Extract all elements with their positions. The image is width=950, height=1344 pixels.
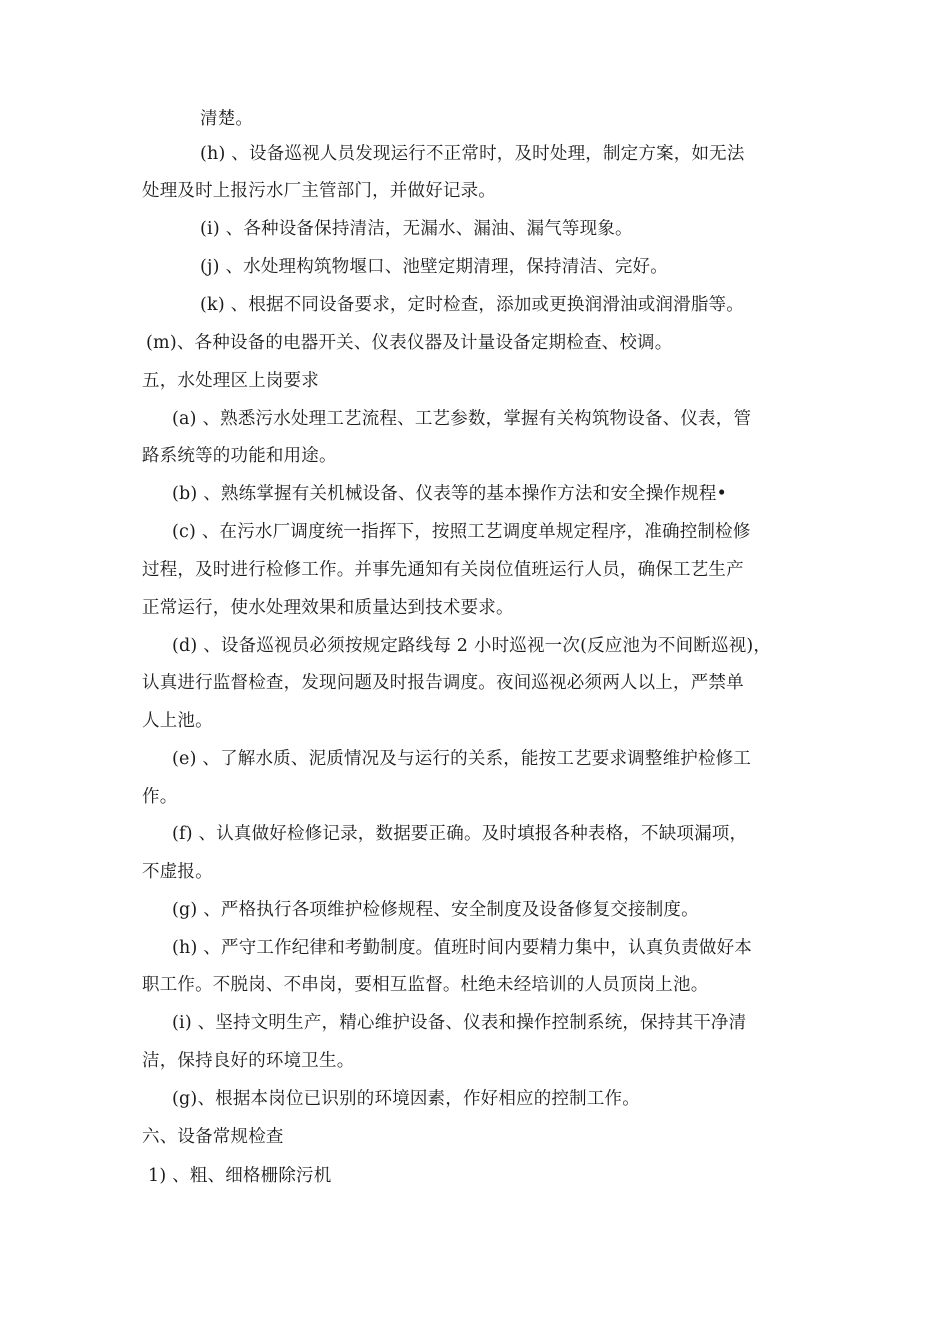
text-line: (g) 、严格执行各项维护检修规程、安全制度及设备修复交接制度。 (172, 900, 699, 920)
text-line: (h) 、严守工作纪律和考勤制度。值班时间内要精力集中，认真负责做好本 (172, 938, 752, 958)
text-line: 洁，保持良好的环境卫生。 (142, 1051, 355, 1071)
text-line: 清楚。 (200, 109, 254, 129)
text-line: (k) 、根据不同设备要求，定时检查，添加或更换润滑油或润滑脂等。 (200, 295, 744, 315)
text-line: (c) 、在污水厂调度统一指挥下，按照工艺调度单规定程序，准确控制检修 (172, 522, 751, 542)
text-line: (d) 、设备巡视员必须按规定路线每 2 小时巡视一次(反应池为不间断巡视)， (172, 636, 772, 656)
text-line: 职工作。不脱岗、不串岗，要相互监督。杜绝未经培训的人员顶岗上池。 (142, 975, 709, 995)
text-line: 正常运行，使水处理效果和质量达到技术要求。 (142, 598, 514, 618)
text-line: 人上池。 (142, 711, 213, 731)
text-line: (e) 、了解水质、泥质情况及与运行的关系，能按工艺要求调整维护检修工 (172, 749, 752, 769)
text-line: (f) 、认真做好检修记录，数据要正确。及时填报各种表格，不缺项漏项， (172, 824, 748, 844)
text-line: (b) 、熟练掌握有关机械设备、仪表等的基本操作方法和安全操作规程• (172, 484, 728, 504)
text-line: 不虚报。 (142, 862, 213, 882)
text-line: 作。 (142, 787, 178, 807)
section-heading: 五，水处理区上岗要求 (142, 371, 319, 391)
text-line: (a) 、熟悉污水处理工艺流程、工艺参数，掌握有关构筑物设备、仪表，管 (172, 409, 752, 429)
text-line: 过程，及时进行检修工作。并事先通知有关岗位值班运行人员，确保工艺生产 (142, 560, 744, 580)
text-line: 处理及时上报污水厂主管部门，并做好记录。 (142, 181, 496, 201)
text-line: (i) 、坚持文明生产，精心维护设备、仪表和操作控制系统，保持其干净清 (172, 1013, 747, 1033)
text-line: (m)、各种设备的电器开关、仪表仪器及计量设备定期检查、校调。 (146, 333, 673, 353)
text-line: (i) 、各种设备保持清洁，无漏水、漏油、漏气等现象。 (200, 219, 633, 239)
section-heading: 六、设备常规检查 (142, 1127, 284, 1147)
text-line: 路系统等的功能和用途。 (142, 446, 337, 466)
subsection-heading: 1) 、粗、细格栅除污机 (148, 1166, 332, 1186)
text-line: 认真进行监督检查，发现问题及时报告调度。夜间巡视必须两人以上，严禁单 (142, 673, 744, 693)
text-line: (g)、根据本岗位已识别的环境因素，作好相应的控制工作。 (172, 1089, 640, 1109)
text-line: (j) 、水处理构筑物堰口、池壁定期清理，保持清洁、完好。 (200, 257, 668, 277)
text-line: (h) 、设备巡视人员发现运行不正常时，及时处理，制定方案，如无法 (200, 144, 745, 164)
